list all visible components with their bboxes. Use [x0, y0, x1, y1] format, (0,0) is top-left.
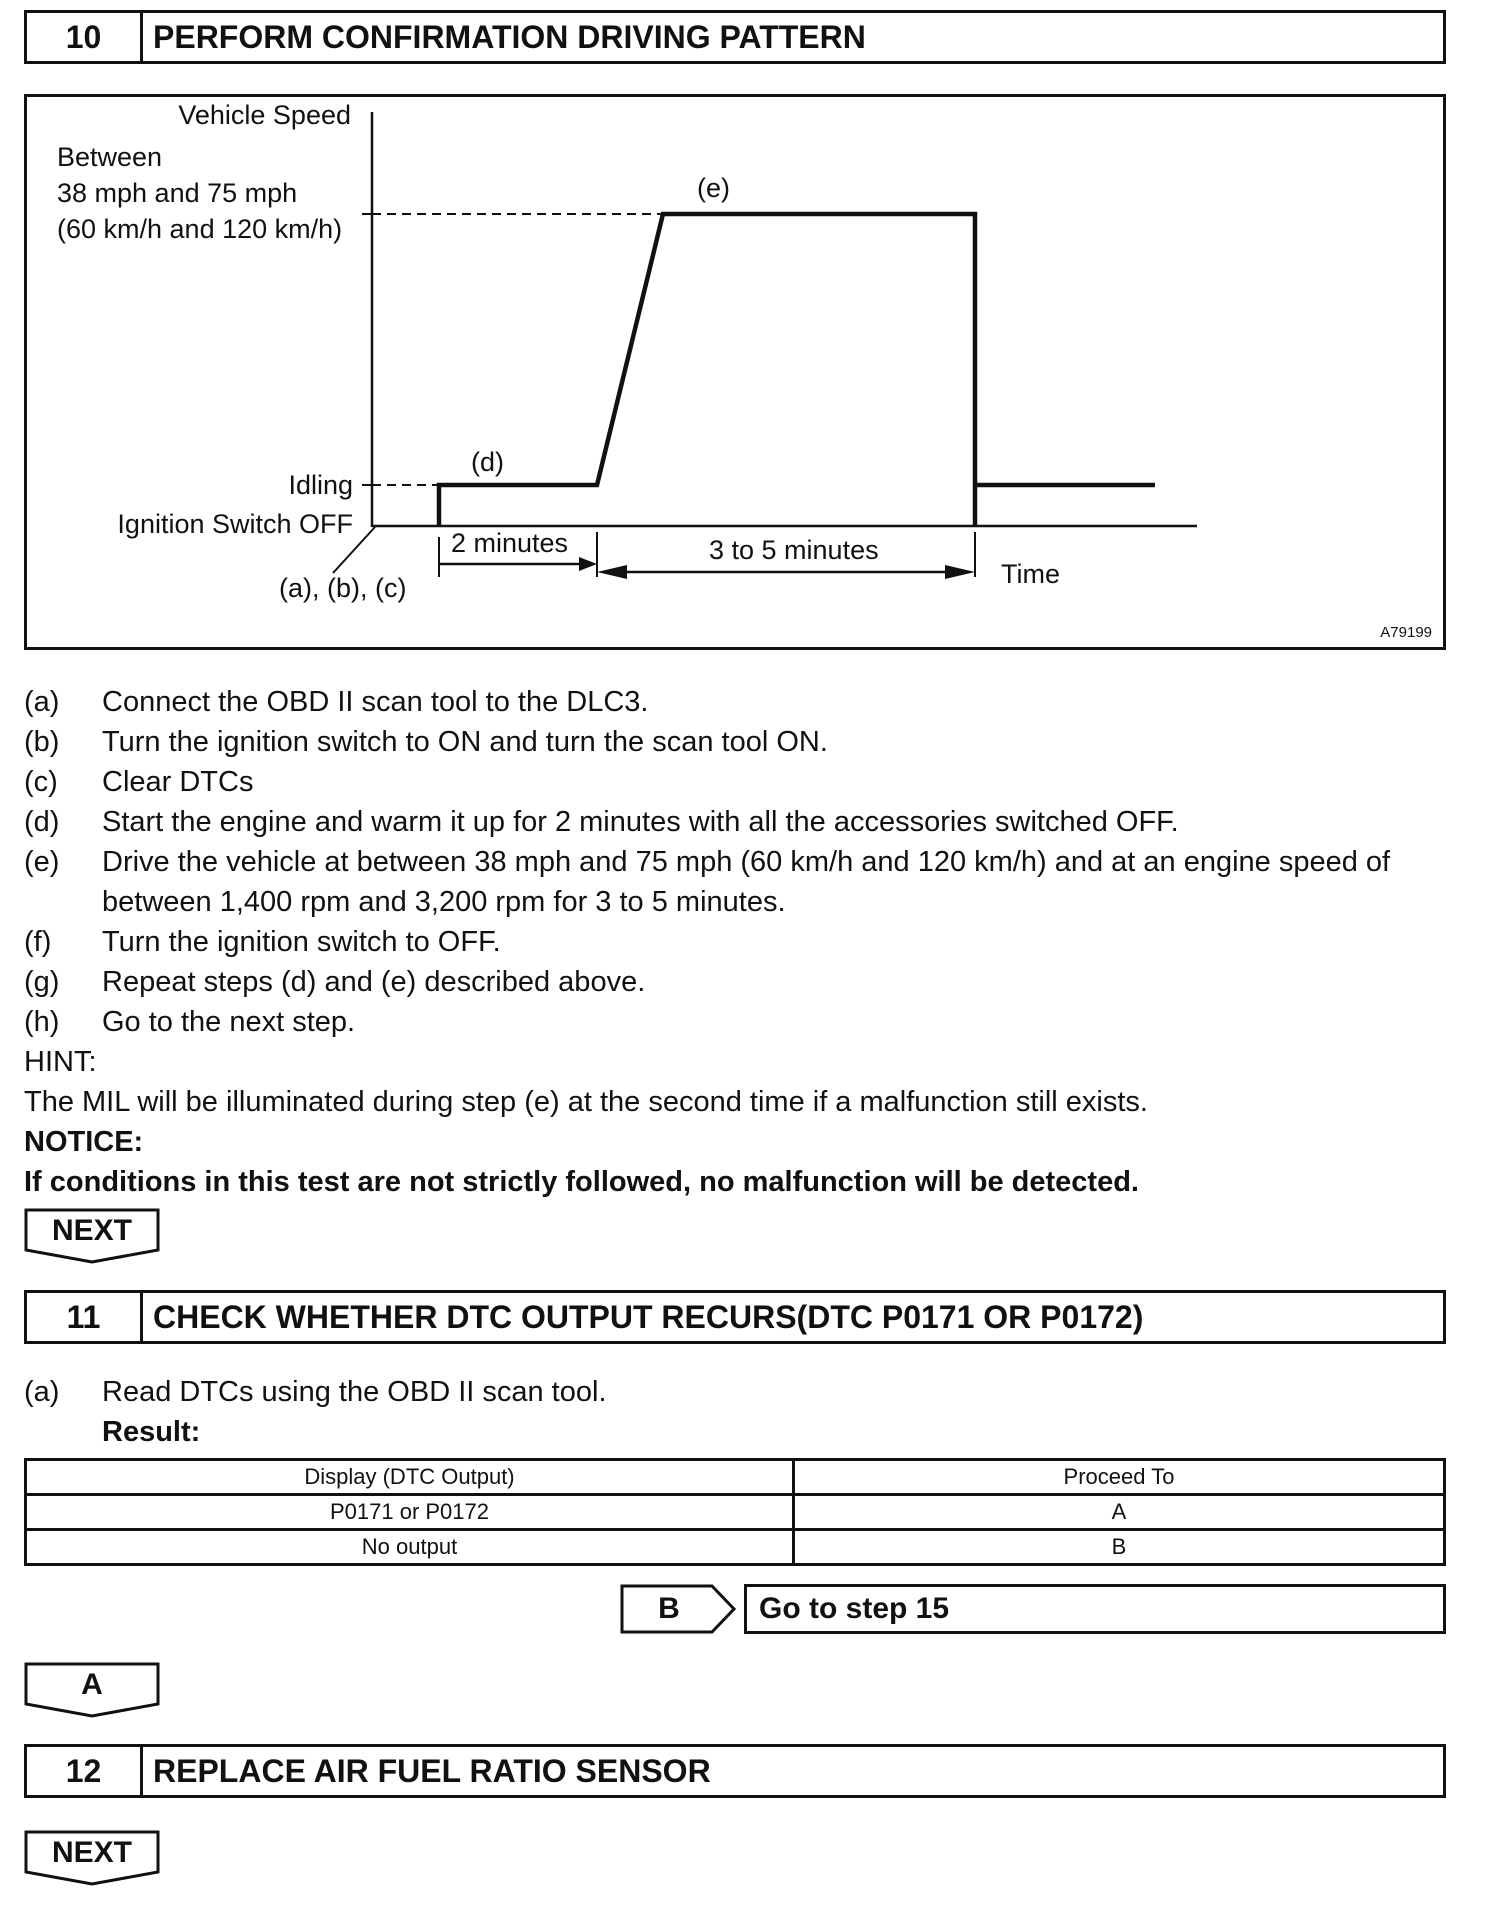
instruction-text: Start the engine and warm it up for 2 minutes with all the accessories switched OFF.: [102, 806, 1179, 838]
table-cell: A: [794, 1495, 1445, 1530]
branch-b-target[interactable]: Go to step 15: [744, 1584, 1446, 1634]
instruction-text: Drive the vehicle at between 38 mph and 75 mph (60 km/h and 120 km/h) and at an engine speed of between 1,400 rpm and 3,200 rpm for 3 to 5 minutes.: [102, 846, 1391, 918]
next-flow-button[interactable]: [24, 1830, 160, 1886]
step11-instruction: [24, 1372, 1464, 1452]
instruction-item: [24, 802, 1464, 842]
phase-d-label: (d): [471, 447, 504, 477]
speed-range-line-2: 38 mph and 75 mph: [57, 178, 298, 208]
hint-heading: HINT:: [24, 1046, 97, 1078]
table-header-row: [26, 1460, 1445, 1495]
step-number: 10: [27, 13, 143, 61]
step-header-10: [24, 10, 1446, 64]
instruction-text: Repeat steps (d) and (e) described above.: [102, 966, 646, 998]
instruction-item: [24, 1372, 1464, 1412]
ignition-off-label: Ignition Switch OFF: [117, 509, 353, 539]
speed-range-line-3: (60 km/h and 120 km/h): [57, 214, 343, 244]
instruction-label: (h): [24, 1006, 60, 1038]
branch-a-label: A: [81, 1668, 103, 1701]
step-number: 12: [27, 1747, 143, 1795]
duration-drive-label: 3 to 5 minutes: [709, 535, 879, 565]
step-number: 11: [27, 1293, 143, 1341]
notice-heading: NOTICE:: [24, 1126, 144, 1158]
instruction-label: (d): [24, 806, 60, 838]
table-row: [26, 1530, 1445, 1565]
next-label: NEXT: [51, 1836, 132, 1869]
branch-b-label: B: [658, 1592, 680, 1625]
step-title: PERFORM CONFIRMATION DRIVING PATTERN: [153, 18, 866, 55]
table-row: [26, 1495, 1445, 1530]
next-label: NEXT: [51, 1214, 132, 1247]
step-title: CHECK WHETHER DTC OUTPUT RECURS(DTC P0171 OR P0172): [153, 1298, 1144, 1335]
instruction-item: [24, 922, 1464, 962]
instruction-item: [24, 722, 1464, 762]
phase-e-label: (e): [697, 173, 730, 203]
table-header-cell: Display (DTC Output): [26, 1460, 794, 1495]
instruction-label: (b): [24, 726, 60, 758]
instruction-label: (f): [24, 926, 52, 958]
speed-range-line-1: Between: [57, 142, 163, 172]
branch-a-button[interactable]: [24, 1662, 160, 1718]
table-header-cell: Proceed To: [794, 1460, 1445, 1495]
instruction-text: Turn the ignition switch to OFF.: [102, 926, 501, 958]
result-heading: Result:: [102, 1416, 201, 1448]
instruction-item: [24, 962, 1464, 1002]
step-title: REPLACE AIR FUEL RATIO SENSOR: [153, 1752, 711, 1789]
duration-idle-label: 2 minutes: [451, 528, 569, 558]
instruction-text: Turn the ignition switch to ON and turn the scan tool ON.: [102, 726, 828, 758]
table-cell: No output: [26, 1530, 794, 1565]
instruction-label: (a): [24, 686, 60, 718]
instruction-text: Connect the OBD II scan tool to the DLC3.: [102, 686, 649, 718]
result-table: [24, 1458, 1446, 1566]
figure-id: A79199: [1380, 624, 1432, 641]
instruction-item: [24, 762, 1464, 802]
instruction-item: [24, 682, 1464, 722]
result-heading-row: [24, 1412, 1464, 1452]
step-header-11: [24, 1290, 1446, 1344]
driving-pattern-diagram: [27, 97, 1443, 647]
instruction-item: [24, 1002, 1464, 1042]
idling-label: Idling: [288, 470, 353, 500]
start-label: (a), (b), (c): [279, 573, 407, 603]
instruction-list: [24, 682, 1464, 1042]
instruction-label: (e): [24, 846, 60, 878]
step-header-12: [24, 1744, 1446, 1798]
driving-pattern-figure: [24, 94, 1446, 650]
next-flow-button[interactable]: [24, 1208, 160, 1264]
table-cell: B: [794, 1530, 1445, 1565]
x-axis-label: Time: [1001, 559, 1060, 589]
instruction-label: (a): [24, 1376, 60, 1408]
notice-text: If conditions in this test are not strictly followed, no malfunction will be detected.: [24, 1166, 1139, 1198]
instruction-text: Go to the next step.: [102, 1006, 356, 1038]
instruction-text: Clear DTCs: [102, 766, 254, 798]
table-cell: P0171 or P0172: [26, 1495, 794, 1530]
branch-b-button[interactable]: [620, 1584, 736, 1634]
hint-text: The MIL will be illuminated during step (e) at the second time if a malfunction still exists.: [24, 1086, 1148, 1118]
instruction-item: [24, 842, 1464, 922]
instruction-text: Read DTCs using the OBD II scan tool.: [102, 1376, 607, 1408]
instruction-label: (g): [24, 966, 60, 998]
speed-trace: [439, 214, 975, 527]
y-axis-label: Vehicle Speed: [178, 100, 351, 130]
instruction-label: (c): [24, 766, 58, 798]
